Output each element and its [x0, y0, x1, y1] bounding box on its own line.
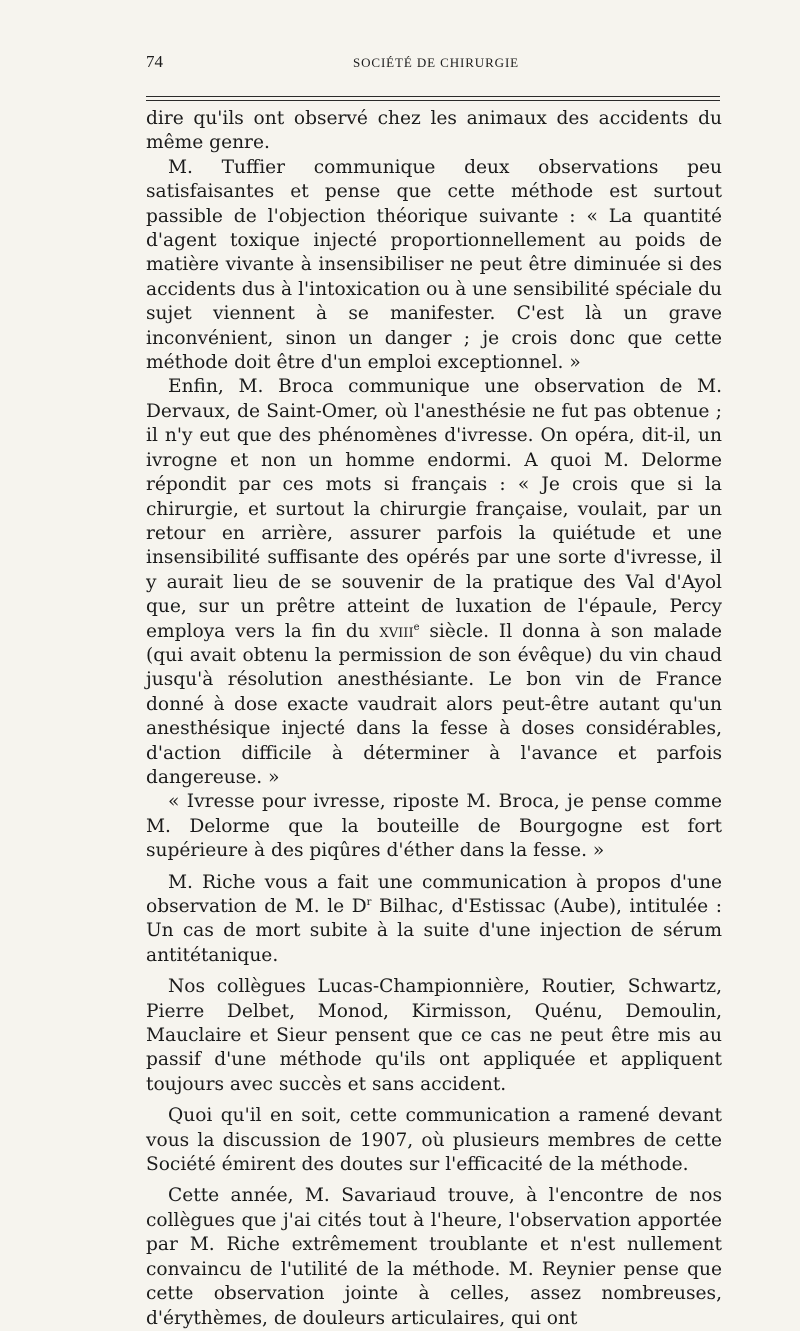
paragraph-broca [146, 375, 722, 790]
paragraph-riche-text-after: Bilhac, d'Estissac (Aube), intitulée : Un cas de mort subite à la suite d'une injection de sérum antitétanique. [146, 896, 722, 966]
header-rule-bottom [146, 100, 720, 101]
doctor-superscript: r [366, 896, 372, 908]
paragraph-riche-text: M. Riche vous a fait une communication à propos d'une observation de M. le D [146, 871, 722, 917]
century-numeral: xviii [379, 620, 414, 642]
paragraph-riche [146, 871, 722, 969]
paragraph-broca-text: Enfin, M. Broca communique une observation de M. Dervaux, de Saint-Omer, où l'anesthésie ne fut pas obtenue ; il n'y eut que des phénomènes d'ivresse. On opéra, dit-il, un ivrogne et non un homme endormi. A quoi M. Delorme répondit par ces mots si français : « Je crois que si la chirurgie, et surtout la chirurgie française, voulait, par un retour en arrière, assurer parfois la quiétude et une insensibilité suffisante des opérés par une sorte d'ivresse, il y aurait lieu de se souvenir de la pratique des Val d'Ayol que, sur un prêtre atteint de luxation de l'épaule, Percy employa vers la fin du [146, 376, 722, 642]
running-title: SOCIÉTÉ DE CHIRURGIE [352, 55, 520, 70]
paragraph-colleagues: Nos collègues Lucas-Championnière, Routier, Schwartz, Pierre Delbet, Monod, Kirmisson, Quénu, Demoulin, Mauclaire et Sieur pensent que ce cas ne peut être mis au passif d'une méthode qu'ils ont appliquée et appliquent toujours avec succès et sans accident. [146, 976, 722, 1095]
century-superscript: e [413, 621, 420, 633]
paragraph-broca-text-after: siècle. Il donna à son malade (qui avait obtenu la permission de son évêque) du vin chaud jusqu'à résolution anesthésiante. Le bon vin de France donné à dose exacte vaudrait alors peut-être autant qu'un anesthésique injecté dans la fesse à doses considérables, d'action difficile à déterminer à l'avance et parfois dangereuse. » [146, 620, 722, 788]
paragraph-savariaud: Cette année, M. Savariaud trouve, à l'encontre de nos collègues que j'ai cités tout à l'heure, l'observation apportée par M. Riche extrêmement troublante et n'est nullement convaincu de l'utilité de la méthode. M. Reynier pense que cette observation jointe à celles, assez nombreuses, d'érythèmes, de douleurs articulaires, qui ont [146, 1185, 722, 1329]
page-number: 74 [146, 52, 163, 71]
header-rule-top [146, 96, 720, 97]
paragraph-discussion: Quoi qu'il en soit, cette communication a ramené devant vous la discussion de 1907, où plusieurs membres de cette Société émirent des doutes sur l'efficacité de la méthode. [146, 1105, 722, 1176]
paragraph-tuffier: M. Tuffier communique deux observations peu satisfaisantes et pense que cette méthode est surtout passible de l'objection théorique suivante : « La quantité d'agent toxique injecté proportionnellement au poids de matière vivante à insensibiliser ne peut être diminuée si des accidents dus à l'intoxication ou à une sensibilité spéciale du sujet viennent à se manifester. C'est là un grave inconvénient, sinon un danger ; je crois donc que cette méthode doit être d'un emploi exceptionnel. » [146, 156, 722, 374]
body-text [146, 107, 722, 1331]
paragraph-continuation: dire qu'ils ont observé chez les animaux des accidents du même genre. [146, 108, 722, 154]
paragraph-broca-riposte: « Ivresse pour ivresse, riposte M. Broca, je pense comme M. Delorme que la bouteille de Bourgogne est fort supérieure à des piqûres d'éther dans la fesse. » [146, 791, 722, 862]
page-header [146, 52, 726, 76]
